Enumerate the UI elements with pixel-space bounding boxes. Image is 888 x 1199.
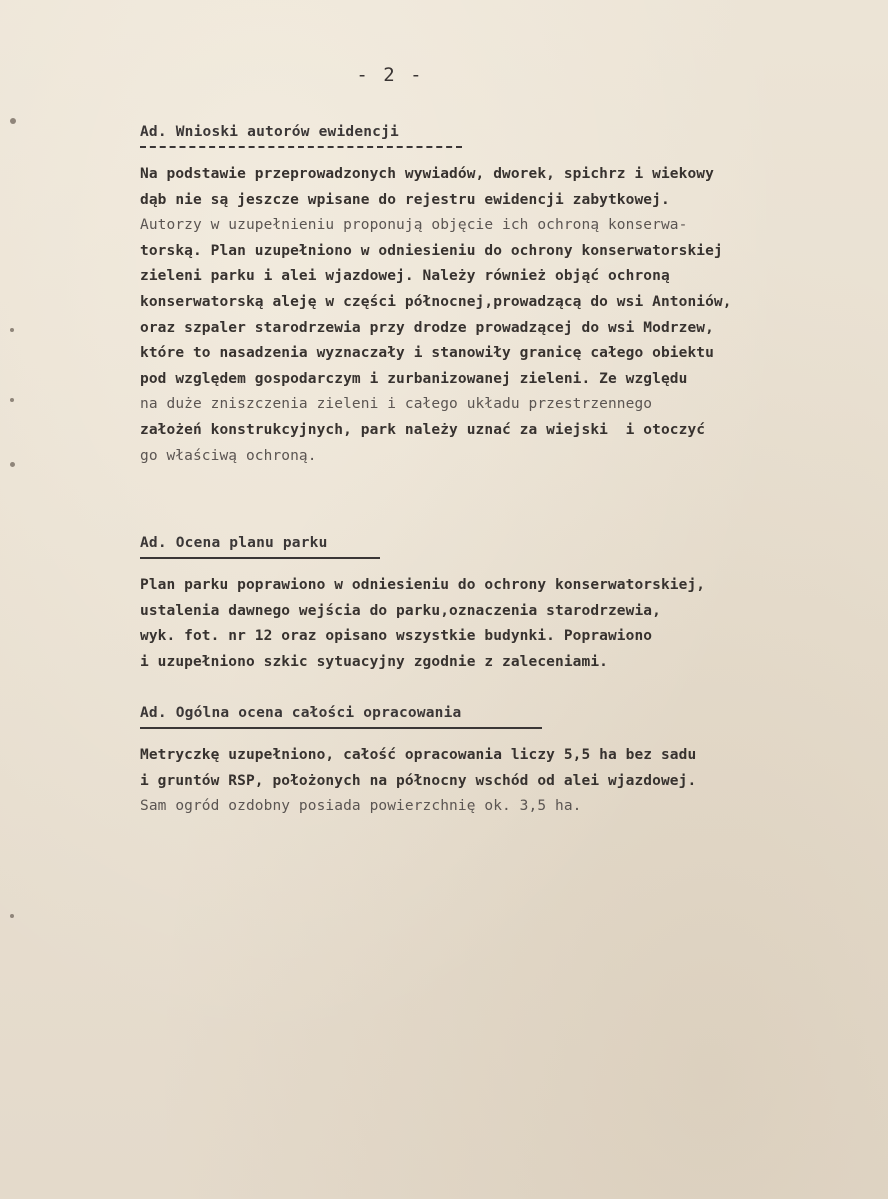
- punch-hole-mark: [10, 328, 14, 332]
- paragraph-line: i uzupełniono szkic sytuacyjny zgodnie z zaleceniami.: [140, 653, 608, 670]
- punch-hole-mark: [10, 462, 15, 467]
- paragraph-line: Na podstawie przeprowadzonych wywiadów, dworek, spichrz i wiekowy: [140, 166, 714, 182]
- section-ogolna-ocena: [140, 705, 870, 820]
- section-heading: Ad. Ocena planu parku: [140, 535, 328, 551]
- heading-underline: [140, 727, 542, 729]
- paragraph-line: Plan parku poprawiono w odniesieniu do ochrony konserwatorskiej,: [140, 577, 706, 593]
- paragraph-line: które to nasadzenia wyznaczały i stanowiły granicę całego obiektu: [140, 345, 714, 362]
- paragraph-line: i gruntów RSP, położonych na północny wschód od alei wjazdowej.: [140, 772, 697, 789]
- heading-underline: [140, 557, 380, 559]
- paragraph-line: na duże zniszczenia zieleni i całego układu przestrzennego: [140, 396, 653, 413]
- paragraph-line: zieleni parku i alei wjazdowej. Należy również objąć ochroną: [140, 268, 670, 285]
- paragraph-line: założeń konstrukcyjnych, park należy uznać za wiejski i otoczyć: [140, 421, 706, 438]
- punch-hole-mark: [10, 914, 14, 918]
- section-wnioski: [140, 124, 870, 469]
- paragraph-line: Autorzy w uzupełnieniu proponują objęcie ich ochroną konserwa-: [140, 217, 688, 234]
- heading-underline: [140, 146, 462, 148]
- section-heading: Ad. Ogólna ocena całości opracowania: [140, 705, 462, 721]
- section-paragraph: [140, 162, 870, 469]
- paragraph-line: Metryczkę uzupełniono, całość opracowania liczy 5,5 ha bez sadu: [140, 747, 697, 763]
- paragraph-line: torską. Plan uzupełniono w odniesieniu do ochrony konserwatorskiej: [140, 242, 723, 259]
- paragraph-line: oraz szpaler starodrzewia przy drodze prowadzącej do wsi Modrzew,: [140, 319, 714, 336]
- section-paragraph: [140, 743, 870, 820]
- punch-hole-mark: [10, 398, 14, 402]
- paragraph-line: pod względem gospodarczym i zurbanizowanej zieleni. Ze względu: [140, 370, 688, 387]
- page-number: - 2 -: [356, 64, 424, 86]
- paragraph-line: ustalenia dawnego wejścia do parku,oznaczenia starodrzewia,: [140, 602, 661, 619]
- punch-hole-mark: [10, 118, 16, 124]
- section-heading: Ad. Wnioski autorów ewidencji: [140, 124, 399, 140]
- paragraph-line: Sam ogród ozdobny posiada powierzchnię ok. 3,5 ha.: [140, 798, 582, 815]
- paragraph-line: konserwatorską aleję w części północnej,prowadzącą do wsi Antoniów,: [140, 293, 732, 310]
- section-ocena-planu: [140, 535, 870, 675]
- section-paragraph: [140, 573, 870, 675]
- paragraph-line: wyk. fot. nr 12 oraz opisano wszystkie budynki. Poprawiono: [140, 628, 653, 645]
- paragraph-line: go właściwą ochroną.: [140, 447, 317, 464]
- paragraph-line: dąb nie są jeszcze wpisane do rejestru ewidencji zabytkowej.: [140, 191, 670, 208]
